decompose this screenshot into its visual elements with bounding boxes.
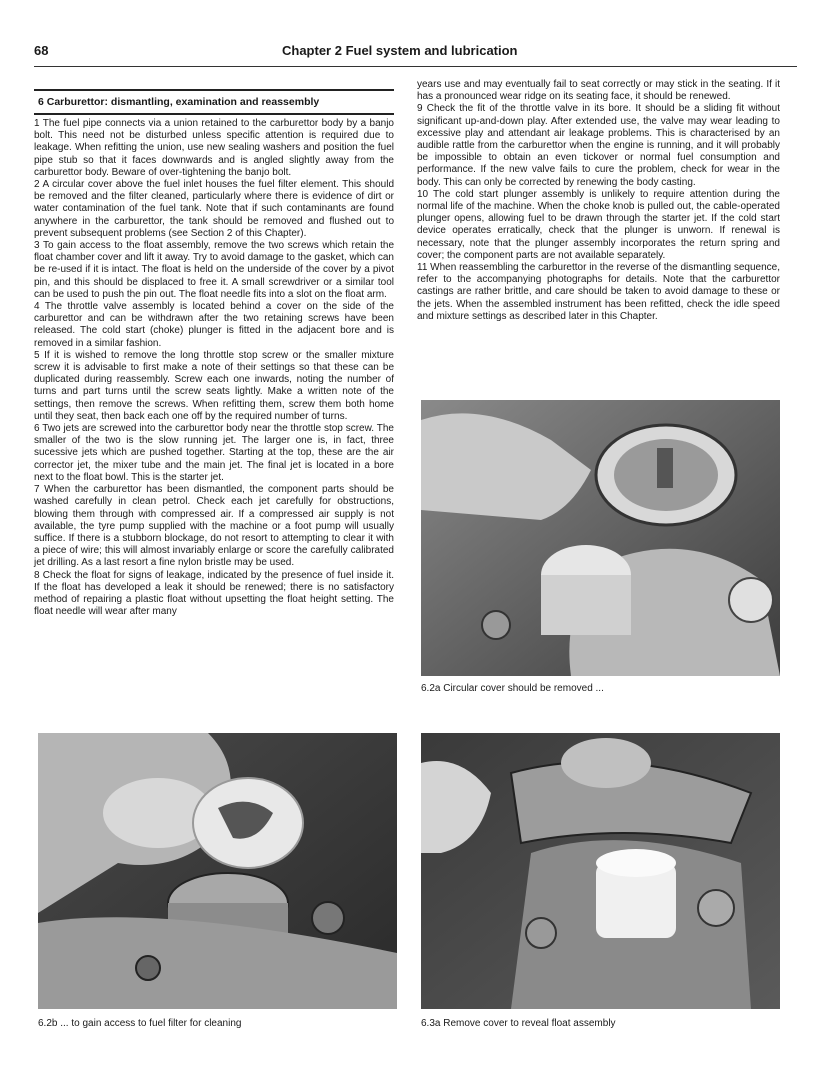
- paragraph-2: 2 A circular cover above the fuel inlet houses the fuel filter element. This should be removed and the filter cleaned, particularly where there is evidence of dirt or water contamination of the fuel tank. Note that if such contaminants are found anywhere in the carburettor, the tank should be removed and flushed out to prevent subsequent problems (see Section 2 of this Chapter).: [34, 179, 394, 239]
- paragraph-9: 9 Check the fit of the throttle valve in its bore. It should be a sliding fit without significant up-and-down play. After extended use, the valve may wear leading to excessive play and attendant air leakage problems. This is characterised by an audible rattle from the carburettor when the engine is running, and it will probably be impossible to obtain an even tickover or normal fuel consumption and performance. If the new valve fails to cure the problem, check for wear in the body. This can only be corrected by renewing the body casting.: [417, 103, 780, 188]
- page-number: 68: [34, 43, 49, 58]
- header-rule: [34, 66, 797, 67]
- section-rule-bottom: [34, 113, 394, 115]
- photo-6-2a: [421, 400, 780, 676]
- paragraph-1: 1 The fuel pipe connects via a union retained to the carburettor body by a banjo bolt. This need not be disturbed unless specific attention is required due to leakage. When refitting the union, use new sealing washers and position the fuel pipe stub so that it faces downwards and is angled slightly away from the carburettor body. Beware of over-tightening the banjo bolt.: [34, 118, 394, 178]
- photo-6-2b: [38, 733, 397, 1009]
- caption-6-2a: 6.2a Circular cover should be removed ...: [421, 683, 604, 694]
- chapter-title: Chapter 2 Fuel system and lubrication: [282, 43, 518, 58]
- paragraph-8-continued: years use and may eventually fail to seat correctly or may stick in the seating. If it has a pronounced wear ridge on its seating face, it should be renewed.: [417, 79, 780, 103]
- paragraph-4: 4 The throttle valve assembly is located behind a cover on the side of the carburettor and can be withdrawn after the two retaining screws have been released. The cold start (choke) plunger is fitted in the adjacent bore and is removed in a similar fashion.: [34, 301, 394, 349]
- paragraph-8: 8 Check the float for signs of leakage, indicated by the presence of fuel inside it. If the float has developed a leak it should be renewed; there is no satisfactory method of repairing a plastic float without upsetting the float height setting. The float needle will wear after many: [34, 569, 394, 618]
- section-heading: 6 Carburettor: dismantling, examination and reassembly: [38, 96, 320, 108]
- left-text-column: [34, 118, 394, 618]
- paragraph-5: 5 If it is wished to remove the long throttle stop screw or the smaller mixture screw it is advisable to first make a note of their settings so that these can be duplicated during reassembly. Screw each one inwards, noting the number of turns and part turns until the screw seats lightly. Make a written note of the settings, then remove the screws. When refitting them, screw them both home until they seat, then back each one off by the required number of turns.: [34, 349, 394, 422]
- caption-6-2b: 6.2b ... to gain access to fuel filter for cleaning: [38, 1018, 242, 1029]
- photo-6-3a: [421, 733, 780, 1009]
- paragraph-7: 7 When the carburettor has been dismantled, the component parts should be washed carefully in clean petrol. Check each jet carefully for obstructions, blowing them through with compressed air. If a compressed air supply is not available, the tyre pump supplied with the machine or a foot pump will usually suffice. If there is a stubborn blockage, do not resort to attempting to clear it with a piece of wire; this will almost invariably enlarge or score the carefully calibrated jet drilling. As a last resort a fine nylon bristle may be used.: [34, 484, 394, 569]
- right-text-column: [417, 79, 780, 323]
- paragraph-10: 10 The cold start plunger assembly is unlikely to require attention during the normal life of the machine. When the choke knob is pulled out, the cable-operated plunger opens, allowing fuel to be drawn through the starter jet. If the cold start device operates erratically, check that the plunger is unworn. If renewal is necessary, note that the plunger assembly incorporates the return spring and cover; the component parts are not available separately.: [417, 188, 780, 261]
- paragraph-11: 11 When reassembling the carburettor in the reverse of the dismantling sequence, refer to the accompanying photographs for details. Note that the carburettor castings are rather brittle, and care should be taken to avoid damage to these or the jets. When the assembled instrument has been refitted, check the idle speed and mixture settings as described later in this Chapter.: [417, 262, 780, 322]
- paragraph-6: 6 Two jets are screwed into the carburettor body near the throttle stop screw. The smaller of the two is the slow running jet. The larger one is, in fact, three sucessive jets which are pushed together. Starting at the top, these are the air corrector jet, the mixer tube and the main jet. The final jet is located in a bore next to the float bowl. This is the starter jet.: [34, 423, 394, 483]
- paragraph-3: 3 To gain access to the float assembly, remove the two screws which retain the float chamber cover and lift it away. Try to avoid damage to the gasket, which can be re-used if it is intact. The float is held on the underside of the cover by a pivot pin, and this should be displaced to free it. A small screwdriver or a similar tool can be used to push the pin out. The float needle fits into a slot on the float arm.: [34, 240, 394, 300]
- caption-6-3a: 6.3a Remove cover to reveal float assembly: [421, 1018, 616, 1029]
- section-rule-top: [34, 89, 394, 91]
